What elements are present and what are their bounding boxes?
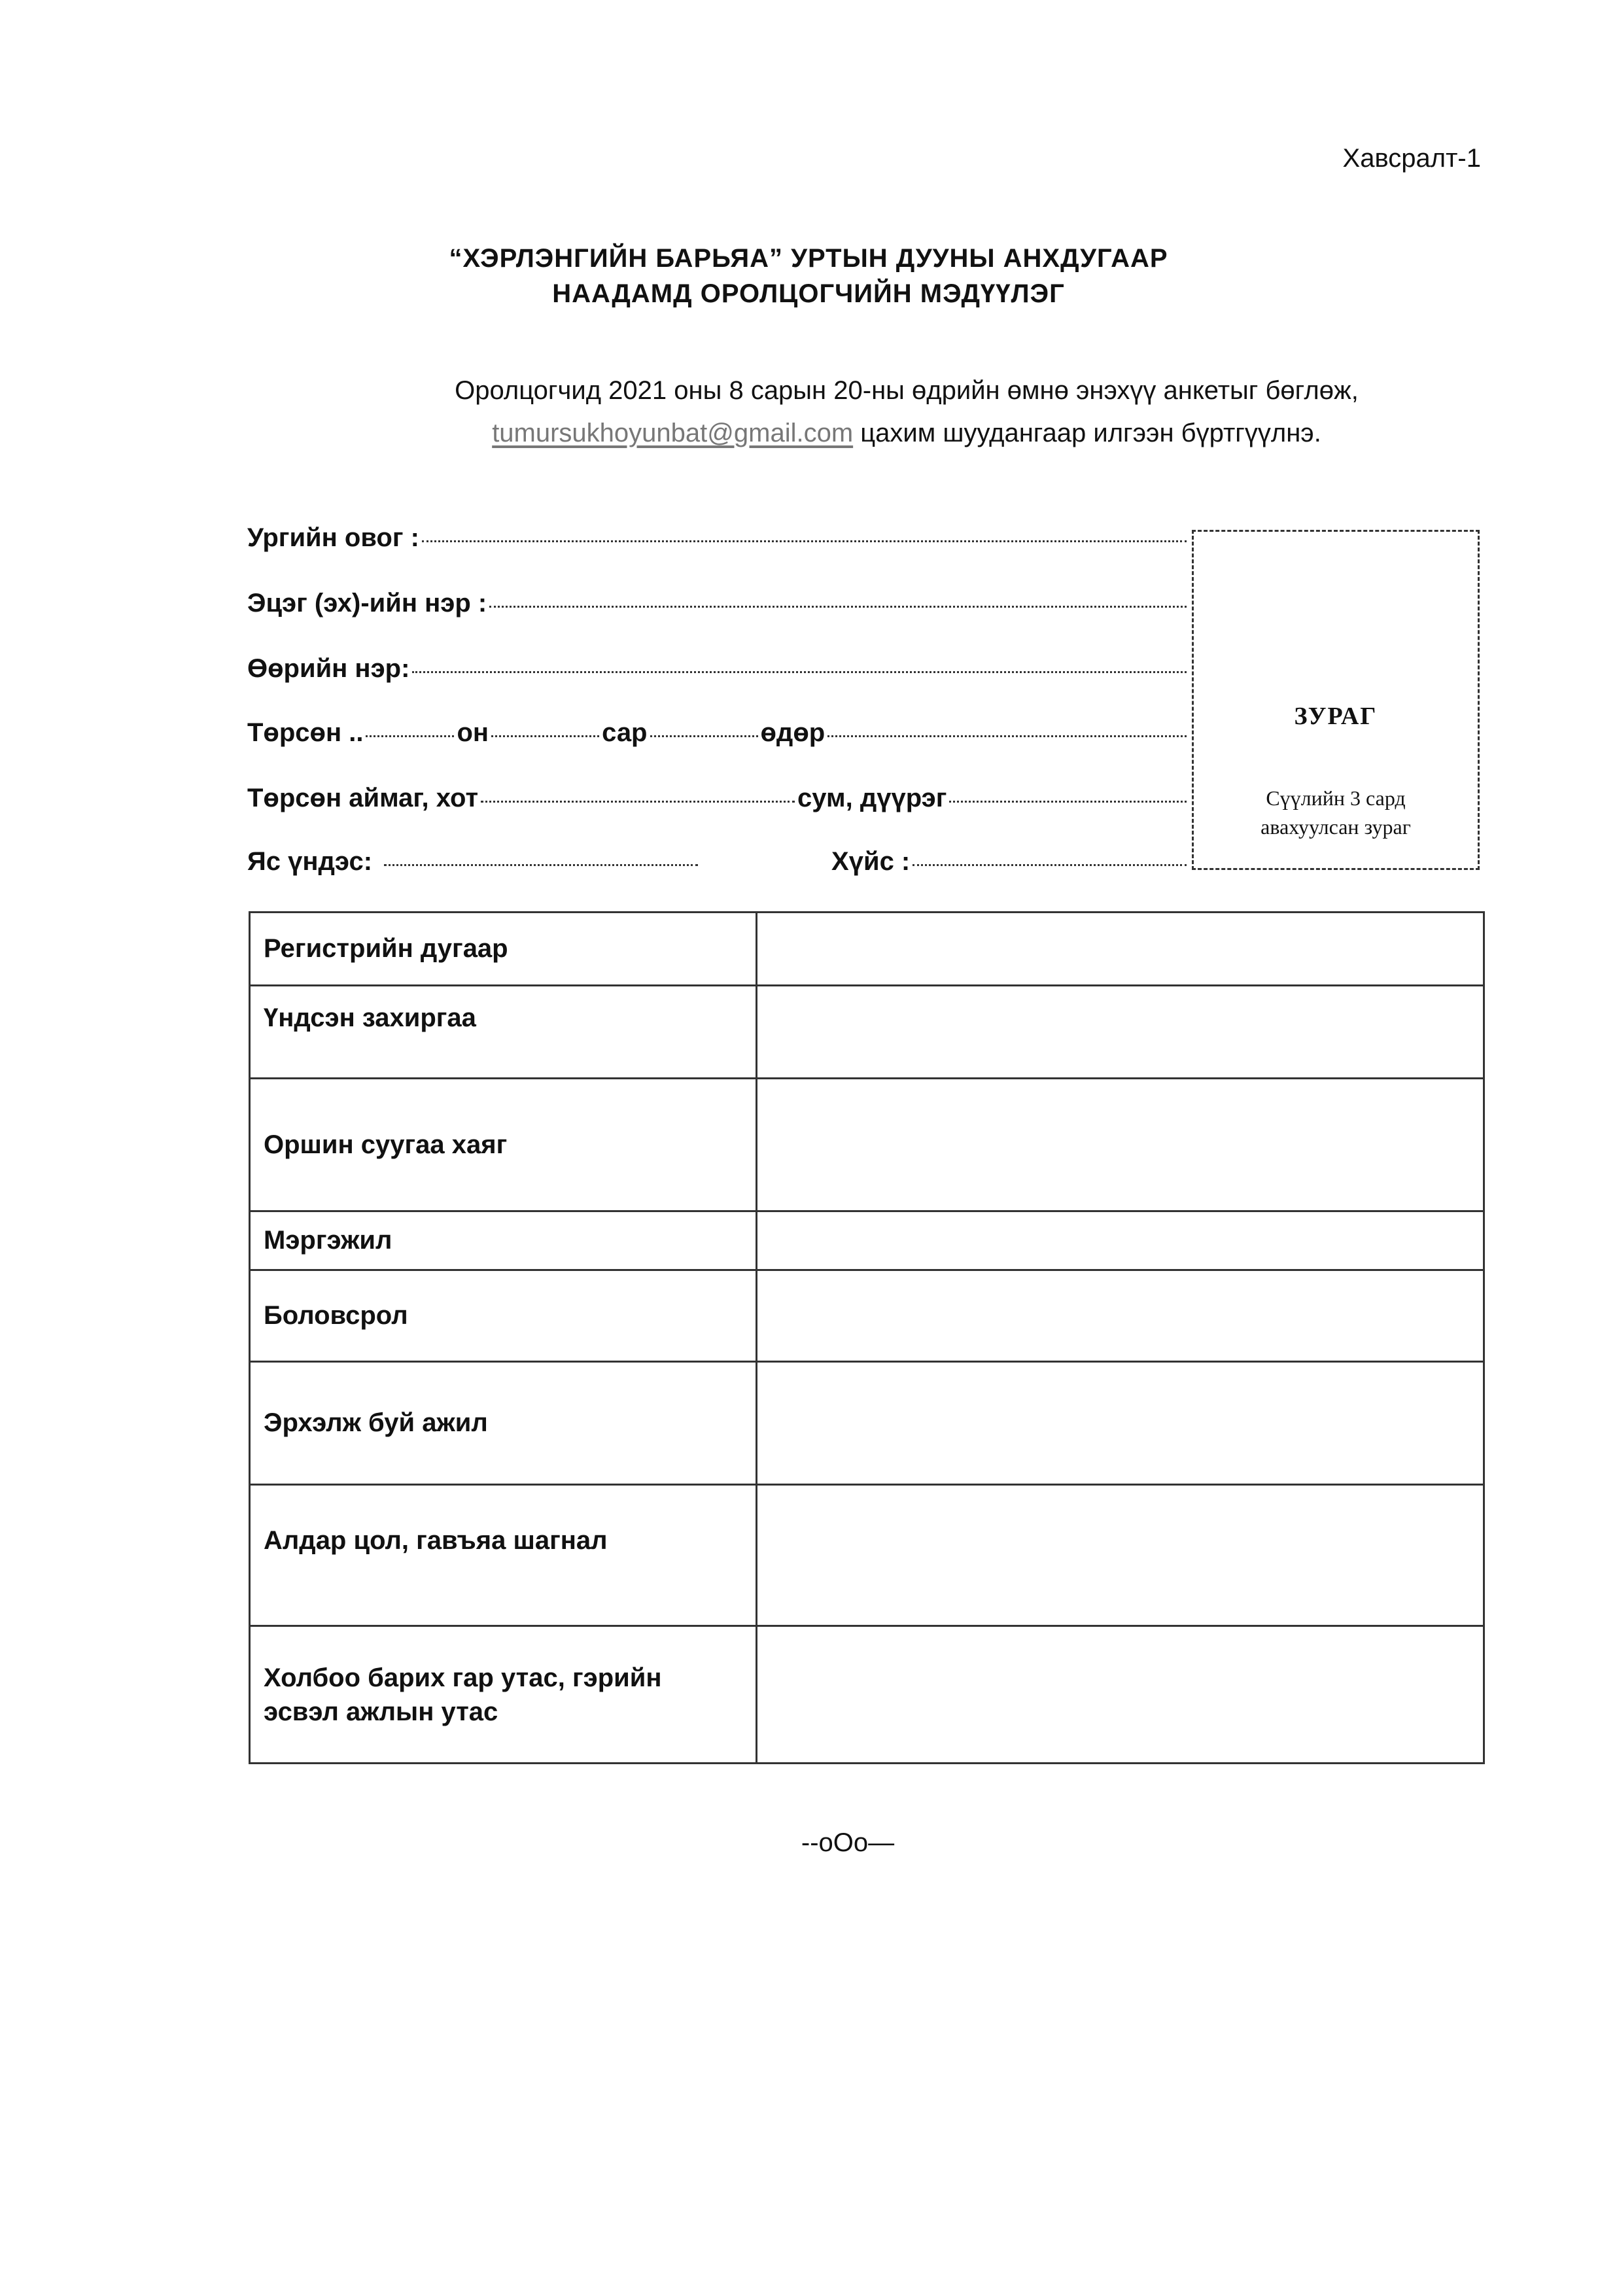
row-label-honors: Алдар цол, гавъяа шагнал: [250, 1485, 757, 1626]
field-own-name: [247, 654, 1189, 693]
contact-phone-input[interactable]: [757, 1626, 1484, 1764]
photo-note-line2: авахуулсан зураг: [1261, 815, 1411, 839]
table-row: [250, 986, 1484, 1079]
birth-prefix-label: Төрсөн ..: [247, 718, 364, 747]
main-administration-input[interactable]: [757, 986, 1484, 1079]
row-label-address: Оршин суугаа хаяг: [250, 1079, 757, 1211]
row-label-contact: Холбоо барих гар утас, гэрийн эсвэл ажлын утас: [250, 1626, 757, 1764]
occupation-input[interactable]: [757, 1362, 1484, 1485]
gender-label: Хүйс :: [831, 847, 911, 876]
table-row: [250, 1626, 1484, 1764]
row-label-profession: Мэргэжил: [250, 1211, 757, 1270]
address-input[interactable]: [757, 1079, 1484, 1211]
clan-name-label: Ургийн овог :: [247, 523, 419, 552]
instructions-line2: [196, 412, 1617, 454]
form-title-line1: “ХЭРЛЭНГИЙН БАРЬЯА” УРТЫН ДУУНЫ АНХДУГААР: [449, 244, 1168, 273]
instructions-line2-text: цахим шуудангаар илгээн бүртгүүлнэ.: [853, 419, 1321, 447]
father-name-input[interactable]: [489, 606, 1187, 608]
email-link[interactable]: tumursukhoyunbat@gmail.com: [492, 419, 854, 447]
field-clan-name: [247, 523, 1189, 563]
row-label-occupation: Эрхэлж буй ажил: [250, 1362, 757, 1485]
birth-day-input[interactable]: [650, 735, 758, 737]
birth-year-label: он: [457, 718, 489, 747]
register-number-input[interactable]: [757, 913, 1484, 986]
footer-mark: --oOo—: [801, 1828, 895, 1857]
row-label-education: Боловсрол: [250, 1270, 757, 1362]
photo-note-line1: Сүүлийн 3 сард: [1266, 786, 1406, 810]
row-label-main-administration: Үндсэн захиргаа: [250, 986, 757, 1079]
honors-input[interactable]: [757, 1485, 1484, 1626]
field-birth-date: [247, 718, 1189, 757]
form-title-line2: НААДАМД ОРОЛЦОГЧИЙН МЭДҮҮЛЭГ: [552, 279, 1065, 308]
row-label-register: Регистрийн дугаар: [250, 913, 757, 986]
birth-day-label: өдөр: [760, 718, 826, 747]
birth-day-trailing-input[interactable]: [827, 735, 1187, 737]
birth-district-input[interactable]: [949, 801, 1187, 803]
table-row: [250, 1270, 1484, 1362]
table-row: [250, 1485, 1484, 1626]
instructions-line1: Оролцогчид 2021 оны 8 сарын 20-ны өдрийн өмнө энэхүү анкетыг бөглөж,: [455, 376, 1359, 405]
table-row: [250, 1211, 1484, 1270]
own-name-input[interactable]: [412, 671, 1187, 673]
education-input[interactable]: [757, 1270, 1484, 1362]
info-table: [249, 911, 1485, 1764]
field-ethnicity-gender: [247, 847, 1189, 886]
birth-place-input[interactable]: [481, 801, 795, 803]
photo-note: [1194, 784, 1478, 841]
table-row: [250, 1079, 1484, 1211]
profession-input[interactable]: [757, 1211, 1484, 1270]
ethnicity-label: Яс үндэс:: [247, 847, 373, 876]
birth-year-input[interactable]: [366, 735, 454, 737]
father-name-label: Эцэг (эх)-ийн нэр :: [247, 589, 487, 617]
birth-month-input[interactable]: [491, 735, 599, 737]
photo-title: ЗУРАГ: [1294, 703, 1378, 730]
field-birth-place: [247, 784, 1189, 823]
own-name-label: Өөрийн нэр:: [247, 654, 410, 683]
birth-place-label: Төрсөн аймаг, хот: [247, 784, 479, 812]
table-row: [250, 913, 1484, 986]
birth-month-label: сар: [602, 718, 648, 747]
clan-name-input[interactable]: [422, 540, 1187, 542]
gender-input[interactable]: [913, 864, 1187, 866]
birth-district-label: сум, дүүрэг: [797, 784, 947, 812]
ethnicity-input[interactable]: [384, 864, 698, 866]
annex-label: Хавсралт-1: [1342, 144, 1481, 173]
photo-box[interactable]: [1192, 530, 1480, 870]
field-father-name: [247, 589, 1189, 628]
table-row: [250, 1362, 1484, 1485]
